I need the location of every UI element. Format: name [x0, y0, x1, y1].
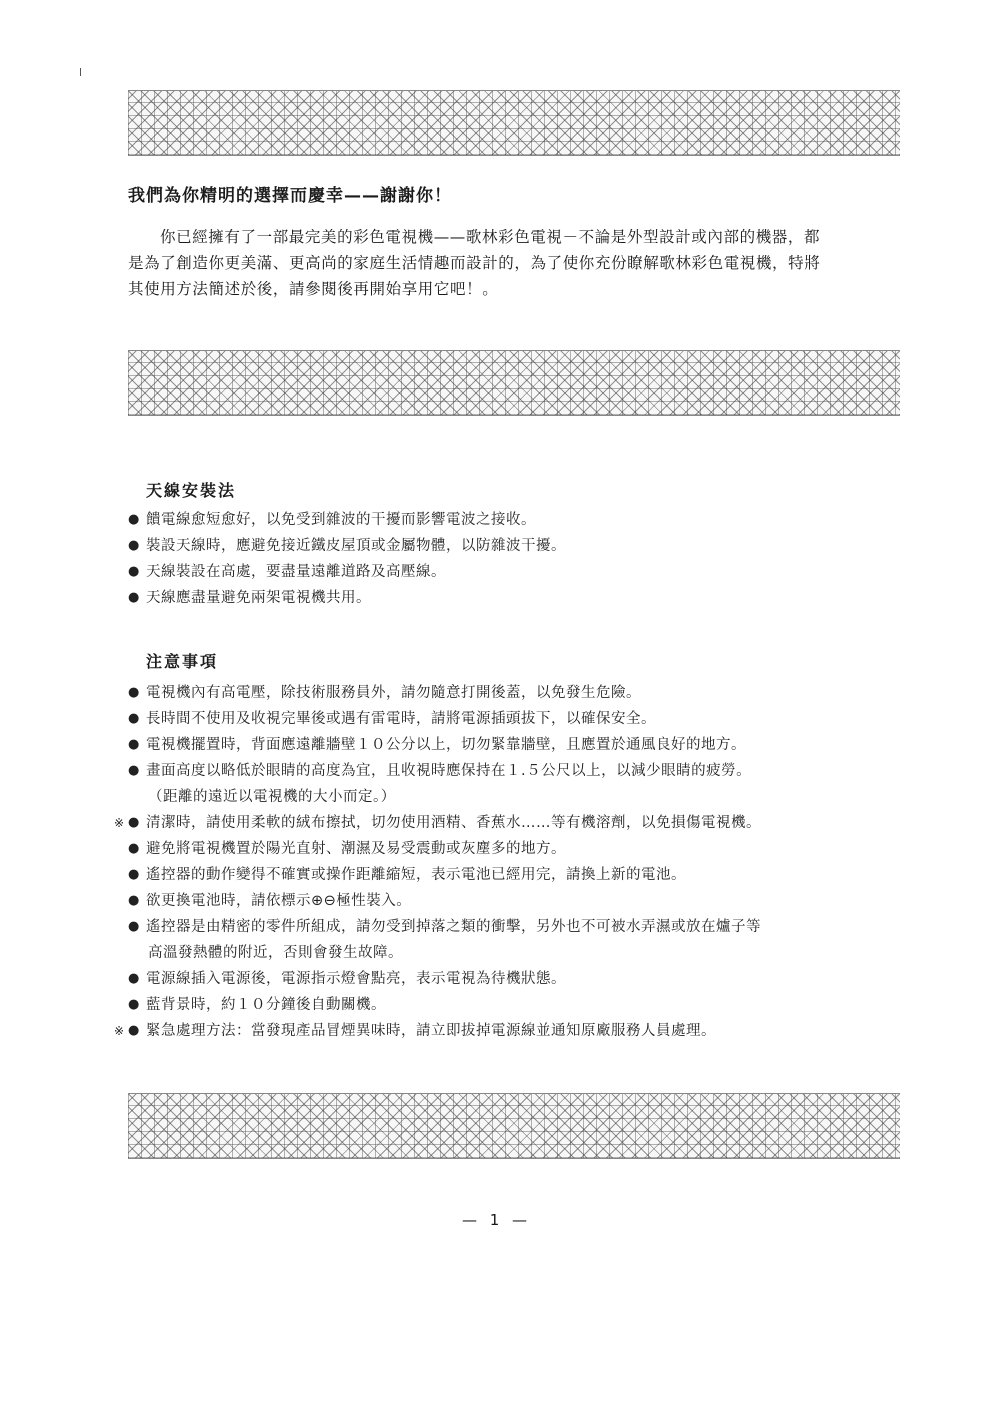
antenna-section-title: 天線安裝法	[146, 481, 237, 500]
list-item-text: 天線裝設在高處，要盡量遠離道路及高壓線。	[146, 564, 446, 580]
list-item	[128, 758, 918, 810]
list-item	[128, 507, 918, 533]
list-item-text: 藍背景時，約１０分鐘後自動關機。	[146, 997, 386, 1013]
list-item-text: 遙控器是由精密的零件所組成，請勿受到掉落之類的衝擊，另外也不可被水弄濕或放在爐子等	[146, 919, 761, 935]
list-item	[128, 992, 918, 1018]
bullet-icon: ●	[128, 815, 140, 830]
list-item	[128, 914, 918, 966]
list-item	[128, 680, 918, 706]
antenna-list	[128, 507, 918, 611]
bullet-icon: ●	[128, 971, 140, 986]
list-item-text: 遙控器的動作變得不確實或操作距離縮短，表示電池已經用完，請換上新的電池。	[146, 867, 686, 883]
list-item-text: 天線應盡量避免兩架電視機共用。	[146, 590, 371, 606]
scan-tick-mark	[80, 68, 81, 76]
decorative-pattern-band-top	[128, 90, 900, 156]
list-item-text: 電視機擺置時，背面應遠離牆壁１０公分以上，切勿緊靠牆壁，且應置於通風良好的地方。	[146, 737, 746, 753]
list-item-text: 畫面高度以略低於眼睛的高度為宜，且收視時應保持在１.５公尺以上，以減少眼睛的疲勞。	[146, 763, 752, 779]
list-item	[114, 1018, 918, 1044]
bullet-icon: ●	[128, 763, 140, 778]
page-number: — 1 —	[461, 1211, 532, 1229]
bullet-icon: ●	[128, 711, 140, 726]
list-item	[128, 585, 918, 611]
asterisk-mark: ※	[114, 816, 125, 830]
bullet-icon: ●	[128, 538, 140, 553]
bullet-icon: ●	[128, 1023, 140, 1038]
bullet-icon: ●	[128, 841, 140, 856]
list-item-continuation: （距離的遠近以電視機的大小而定。）	[148, 789, 396, 805]
bullet-icon: ●	[128, 685, 140, 700]
intro-line-1: 你已經擁有了一部最完美的彩色電視機——歌林彩色電視－不論是外型設計或內部的機器，都	[160, 228, 821, 246]
list-item	[128, 559, 918, 585]
bullet-icon: ●	[128, 997, 140, 1012]
bullet-icon: ●	[128, 564, 140, 579]
list-item-continuation: 高溫發熱體的附近，否則會發生故障。	[148, 945, 403, 961]
list-item-text: 緊急處理方法：當發現產品冒煙異味時，請立即拔掉電源線並通知原廠服務人員處理。	[146, 1023, 716, 1039]
list-item	[128, 888, 918, 914]
bullet-icon: ●	[128, 919, 140, 934]
list-item-text: 欲更換電池時，請依標示⊕⊖極性裝入。	[146, 893, 412, 909]
intro-line-3: 其使用方法簡述於後，請參閱後再開始享用它吧！。	[128, 280, 499, 298]
list-item	[128, 966, 918, 992]
list-item-text: 避免將電視機置於陽光直射、潮濕及易受震動或灰塵多的地方。	[146, 841, 566, 857]
list-item	[114, 810, 918, 836]
list-item-text: 清潔時，請使用柔軟的絨布擦拭，切勿使用酒精、香蕉水……等有機溶劑，以免損傷電視機。	[146, 815, 761, 831]
intro-line-2: 是為了創造你更美滿、更高尚的家庭生活情趣而設計的，為了使你充份瞭解歌林彩色電視機，特將	[128, 254, 821, 272]
bullet-icon: ●	[128, 512, 140, 527]
asterisk-mark: ※	[114, 1024, 125, 1038]
page-headline: 我們為你精明的選擇而慶幸——謝謝你！	[128, 186, 452, 206]
bullet-icon: ●	[128, 893, 140, 908]
caution-section-title: 注意事項	[146, 652, 219, 671]
list-item	[128, 706, 918, 732]
bullet-icon: ●	[128, 867, 140, 882]
list-item	[128, 862, 918, 888]
list-item-text: 電視機內有高電壓，除技術服務員外，請勿隨意打開後蓋，以免發生危險。	[146, 685, 641, 701]
list-item	[128, 732, 918, 758]
decorative-pattern-band-middle	[128, 350, 900, 416]
caution-list	[114, 680, 918, 1044]
intro-paragraph	[128, 224, 908, 302]
list-item	[128, 533, 918, 559]
list-item-text: 饋電線愈短愈好，以免受到雜波的干擾而影響電波之接收。	[146, 512, 536, 528]
bullet-icon: ●	[128, 590, 140, 605]
list-item	[128, 836, 918, 862]
decorative-pattern-band-bottom	[128, 1093, 900, 1159]
list-item-text: 長時間不使用及收視完畢後或遇有雷電時，請將電源插頭拔下，以確保安全。	[146, 711, 656, 727]
bullet-icon: ●	[128, 737, 140, 752]
list-item-text: 裝設天線時，應避免接近鐵皮屋頂或金屬物體，以防雜波干擾。	[146, 538, 566, 554]
list-item-text: 電源線插入電源後，電源指示燈會點亮，表示電視為待機狀態。	[146, 971, 566, 987]
